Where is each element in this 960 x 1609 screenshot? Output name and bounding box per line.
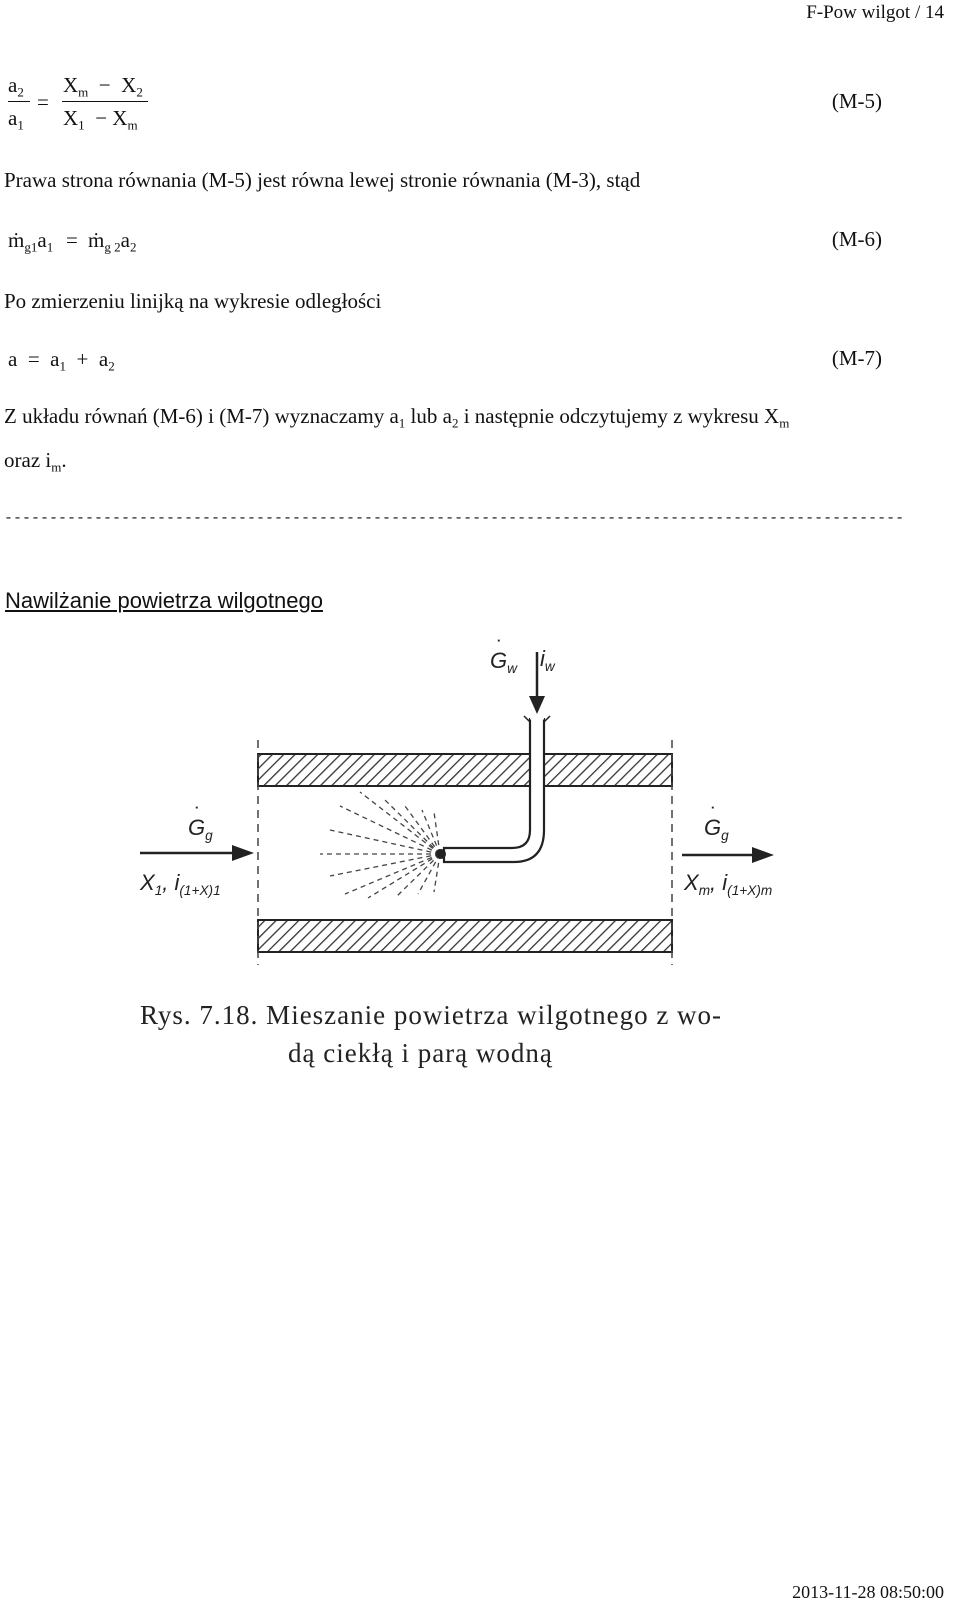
- top-wall: [258, 754, 672, 786]
- eq-m5-label: (M-5): [831, 89, 882, 113]
- paragraph-1: Prawa strona równania (M-5) jest równa lewej stronie równania (M-3), stąd: [4, 168, 641, 192]
- paragraph-3-line1: Z układu równań (M-6) i (M-7) wyznaczamy $a_1$ lub $a_2$ i następnie odczytujemy z wykresu $X_m$: [4, 404, 790, 431]
- label-water-enthalpy: $i_w$: [540, 646, 555, 674]
- paragraph-3-line2: oraz $i_m$.: [4, 448, 67, 475]
- eq-m6-label: (M-6): [831, 227, 882, 251]
- eq-m5-rhs-den: $X_1 - X_m$: [63, 106, 138, 133]
- water-pipe: [444, 718, 544, 862]
- label-outlet-state: $X_m$, $i_{(1+X)m}$: [684, 870, 773, 898]
- eq-m7-label: (M-7): [831, 346, 882, 370]
- bottom-wall: [258, 920, 672, 952]
- paragraph-2: Po zmierzeniu linijką na wykresie odległości: [4, 289, 382, 313]
- eq-m5-lhs-den: $a_1$: [8, 106, 24, 133]
- eq-m6-lhs: $ṁ_{g1}a_1$: [8, 228, 54, 255]
- label-air-outflow: ˙ $G_g$: [704, 815, 729, 841]
- section-title: Nawilżanie powietrza wilgotnego: [5, 588, 323, 613]
- page-header: F-Pow wilgot / 14: [806, 2, 944, 23]
- eq-m5-lhs-num: $a_2$: [8, 73, 24, 100]
- spray-fan: [320, 792, 440, 898]
- label-water-flow: ˙ $G_w$: [490, 648, 517, 674]
- eq-m6-equals: =: [66, 228, 78, 252]
- label-air-inflow: ˙ $G_g$: [188, 815, 213, 841]
- figure-caption-line1: Rys. 7.18. Mieszanie powietrza wilgotnego z wo-: [140, 1000, 723, 1030]
- eq-m5-equals: =: [37, 90, 49, 114]
- eq-m7-body: $a = a_1 + a_2$: [8, 347, 115, 374]
- label-inlet-state: $X_1$, $i_{(1+X)1}$: [140, 870, 221, 898]
- page-footer-timestamp: 2013-11-28 08:50:00: [792, 1582, 944, 1602]
- eq-m6-rhs: $ṁ_{g 2}a_2$: [88, 228, 137, 255]
- figure-caption-line2: dą ciekłą i parą wodną: [288, 1038, 553, 1068]
- figure-mixing-diagram: [0, 630, 960, 1090]
- eq-m5-rhs-num: $X_m - X_2$: [63, 73, 143, 100]
- dashed-divider: ----------------------------------------------------------------------------------------------------: [4, 510, 905, 527]
